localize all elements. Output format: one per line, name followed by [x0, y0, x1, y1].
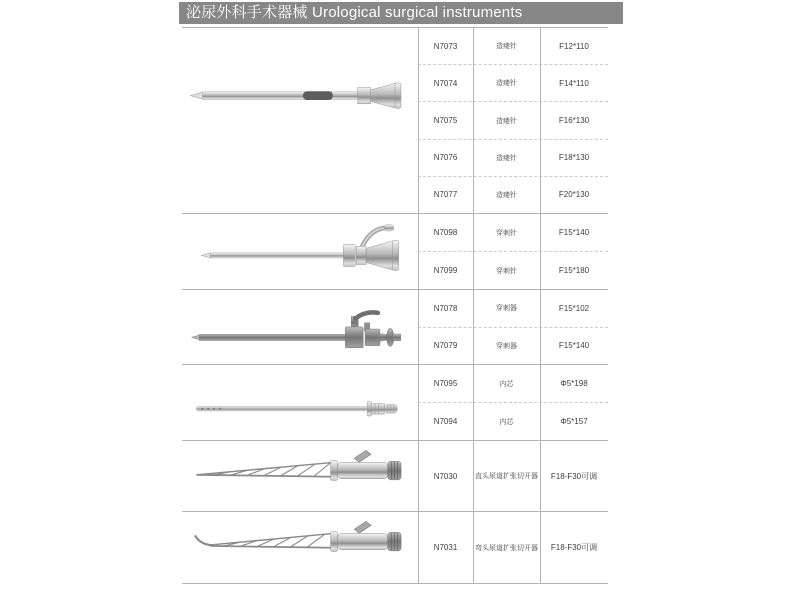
table-row	[418, 101, 608, 138]
product-code: N7095	[433, 379, 458, 388]
straight-dilator-illustration	[182, 441, 418, 511]
instrument-image-cell	[182, 28, 418, 213]
puncture-needle-illustration	[182, 214, 418, 289]
product-size: F15*140	[558, 228, 590, 237]
instrument-image-cell	[182, 512, 418, 583]
trocar-illustration	[182, 290, 418, 364]
product-name: 穿刺器	[496, 305, 517, 313]
product-name: 造瘘针	[496, 43, 517, 51]
product-group-nephrostomy-needle	[182, 27, 608, 213]
product-size: F20*130	[558, 190, 590, 200]
column-divider	[418, 27, 419, 583]
product-size: F18-F30可调	[550, 543, 598, 552]
product-group-curved-dilator	[182, 511, 608, 583]
product-name: 弯头尿道扩张切开器	[475, 544, 538, 552]
product-code: N7094	[433, 417, 458, 426]
product-code: N7078	[433, 303, 458, 313]
table-row	[418, 64, 608, 101]
instrument-image-cell	[182, 441, 418, 511]
product-name: 造瘘针	[496, 117, 517, 125]
product-code: N7075	[433, 116, 458, 125]
curved-dilator-illustration	[182, 512, 418, 583]
product-code: N7099	[433, 266, 458, 275]
table-row	[418, 251, 608, 289]
product-code: N7073	[433, 41, 458, 51]
product-code: N7079	[433, 341, 458, 351]
product-code: N7098	[433, 228, 458, 237]
product-name: 穿刺器	[496, 342, 517, 350]
table-row	[418, 28, 608, 64]
table-row	[418, 441, 608, 511]
product-name: 内芯	[499, 380, 514, 388]
product-size: F18-F30可调	[550, 471, 598, 481]
table-row	[418, 290, 608, 327]
instrument-image-cell	[182, 365, 418, 440]
product-name: 造瘘针	[496, 191, 517, 199]
table-row	[418, 512, 608, 583]
product-code: N7076	[433, 153, 458, 163]
table-row	[418, 402, 608, 440]
product-size: F14*110	[559, 78, 589, 88]
product-group-straight-dilator	[182, 440, 608, 511]
product-size: F15*140	[558, 341, 590, 351]
product-name: 穿刺针	[496, 267, 517, 275]
product-size: F15*102	[558, 303, 590, 313]
product-size: F12*110	[559, 41, 589, 51]
instrument-image-cell	[182, 214, 418, 289]
product-size: Φ5*198	[560, 379, 588, 388]
column-divider	[473, 27, 474, 583]
instrument-image-cell	[182, 290, 418, 364]
product-name: 穿刺针	[496, 229, 517, 237]
table-row	[418, 139, 608, 176]
product-size: F15*180	[558, 266, 590, 275]
product-group-inner-core	[182, 364, 608, 440]
product-name: 内芯	[499, 418, 514, 426]
table-row	[418, 214, 608, 251]
table-row	[418, 176, 608, 213]
product-code: N7031	[433, 543, 458, 552]
table-row	[418, 365, 608, 402]
inner-core-illustration	[182, 365, 418, 440]
page-title: 泌尿外科手术器械 Urological surgical instruments	[179, 2, 623, 24]
nephrostomy-needle-illustration	[182, 28, 418, 213]
product-size: F16*130	[558, 116, 590, 125]
product-code: N7030	[433, 471, 458, 481]
product-group-puncture-needle	[182, 213, 608, 289]
product-name: 直头尿道扩张切开器	[475, 473, 538, 480]
product-code: N7074	[433, 78, 458, 88]
product-size: F18*130	[558, 153, 590, 163]
product-group-trocar	[182, 289, 608, 364]
product-table	[182, 27, 608, 584]
product-name: 造瘘针	[496, 80, 517, 88]
product-size: Φ5*157	[560, 417, 588, 426]
product-name: 造瘘针	[496, 154, 517, 162]
product-code: N7077	[433, 190, 458, 200]
table-row	[418, 327, 608, 365]
column-divider	[540, 27, 541, 583]
